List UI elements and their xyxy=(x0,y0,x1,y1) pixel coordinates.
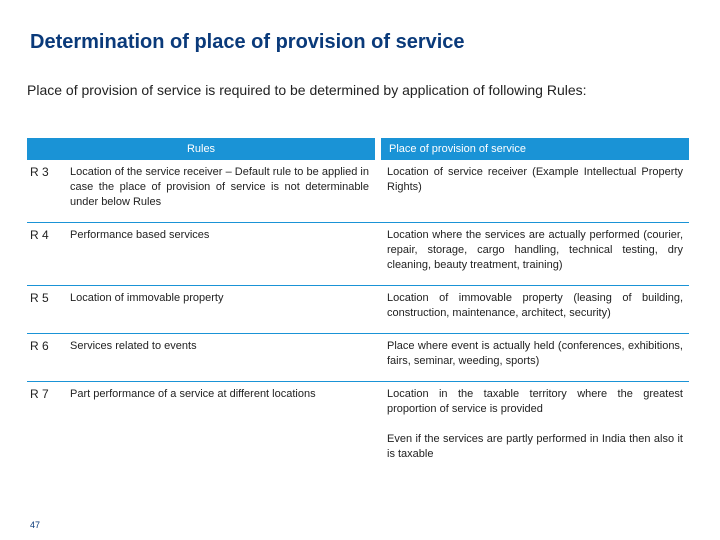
rule-code: R 3 xyxy=(27,160,70,223)
rule-code: R 5 xyxy=(27,286,70,334)
page-title: Determination of place of provision of service xyxy=(30,31,465,53)
header-rules: Rules xyxy=(27,138,375,160)
header-place-of-provision: Place of provision of service xyxy=(381,138,689,160)
table-row xyxy=(27,286,689,334)
place-of-provision: Place where event is actually held (conferences, exhibitions, fairs, seminar, weeding, sports) xyxy=(381,334,689,382)
page-number: 47 xyxy=(30,520,41,530)
place-of-provision: Location of immovable property (leasing of building, construction, maintenance, architect, security) xyxy=(381,286,689,334)
table-row xyxy=(27,160,689,223)
rule-description: Performance based services xyxy=(70,223,375,286)
place-note: Even if the services are partly performed in India then also it is taxable xyxy=(387,433,683,460)
rule-description: Location of immovable property xyxy=(70,286,375,334)
rule-description: Part performance of a service at different locations xyxy=(70,388,316,400)
table-row xyxy=(27,223,689,286)
rule-code: R 6 xyxy=(27,334,70,382)
page-subtitle: Place of provision of service is required to be determined by application of following Rules: xyxy=(27,82,587,98)
rule-code: R 7 xyxy=(30,387,49,401)
table-row xyxy=(27,334,689,382)
place-of-provision-cell xyxy=(381,382,689,475)
table-row xyxy=(27,382,689,475)
rule-description: Services related to events xyxy=(70,334,375,382)
place-of-provision: Location where the services are actually performed (courier, repair, storage, cargo handling, technical testing, dry cleaning, beauty treatment, training) xyxy=(381,223,689,286)
rule-description: Location of the service receiver – Default rule to be applied in case the place of provision of service is not determinable under below Rules xyxy=(70,160,375,223)
place-of-provision: Location of service receiver (Example Intellectual Property Rights) xyxy=(381,160,689,223)
rules-table xyxy=(27,138,689,474)
place-of-provision: Location in the taxable territory where the greatest proportion of service is provided xyxy=(387,388,683,415)
table-header-row xyxy=(27,138,689,160)
rule-code: R 4 xyxy=(27,223,70,286)
